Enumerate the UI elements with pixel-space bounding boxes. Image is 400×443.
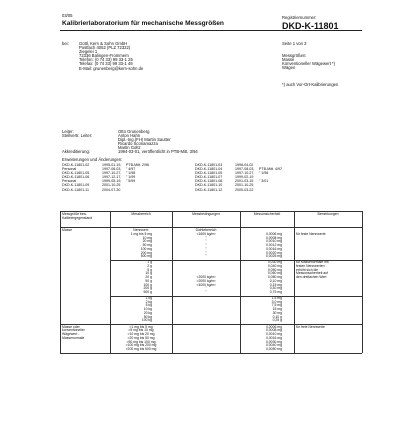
- range-cell: 2 g: [147, 263, 152, 268]
- measurand-cell: Wägewert -: [62, 332, 80, 336]
- change-id: DKD-K-11801-04: [195, 167, 223, 172]
- range-cell: 200 g: [143, 286, 152, 291]
- measurand-cell: Masse: [62, 228, 72, 232]
- remarks-cell: den dreifachen Wert: [296, 275, 327, 279]
- range-cell: >1 mg bis 5 mg: [129, 324, 153, 329]
- measurands-label: Messgrößen:: [282, 53, 307, 58]
- change-date: 2001-10-25: [235, 183, 254, 188]
- staff-label: Akkreditierung:: [62, 149, 90, 155]
- page-number: Seite 1 von 3: [282, 41, 307, 46]
- staff-value: 1994-03-01, veröffentlicht in PTB-Mitt. 3/94: [118, 149, 198, 155]
- uncertainty-cell: 0,10 mg: [269, 278, 282, 283]
- range-cell: 1 g: [147, 260, 152, 264]
- change-id: Personal: [62, 167, 77, 172]
- conditions-cell: <2000 kg/m³: [196, 275, 216, 279]
- table-column-rule: [294, 211, 295, 353]
- change-id: DKD-K-11801-06: [62, 175, 90, 180]
- conditions-cell: ": [205, 290, 207, 294]
- remarks-cell: für feste Nennwerte: [296, 231, 326, 236]
- change-date: 1996-04-02: [235, 163, 254, 167]
- uncertainty-cell: 0,080 mg: [267, 275, 282, 279]
- lab-title: Kalibrierlaboratorium für mechanische Messgrößen: [62, 20, 224, 27]
- changes-right-ids: [195, 163, 222, 192]
- changes-title: Erweiterungen und Änderungen:: [62, 157, 123, 162]
- uncertainty-cell: 0,060 mg: [267, 271, 282, 276]
- range-cell: 10 g: [145, 271, 152, 276]
- uncertainty-cell: 0,050 mg: [267, 267, 282, 272]
- range-cell: 2 kg: [145, 299, 152, 304]
- uncertainty-cell: 30 mg: [272, 310, 282, 315]
- change-id: DKD-K-11801-08: [195, 179, 223, 184]
- change-date: 1997-12-17,: [102, 175, 122, 180]
- range-cell: >10 mg bis 20 mg: [127, 332, 155, 336]
- conditions-cell: ": [205, 250, 207, 255]
- address-line: Telefax: (0 74 33) 99 33-1 49: [79, 61, 133, 67]
- range-cell: 20 g: [145, 275, 152, 279]
- change-date: 1997-10-27,: [102, 171, 122, 176]
- uncertainty-cell: 0,0010 mg: [265, 239, 282, 244]
- change-id: DKD-K-11801-03: [195, 163, 223, 167]
- changes-left-dates: [102, 163, 121, 192]
- range-cell: >5 mg bis 10 mg: [128, 328, 154, 333]
- conditions-cell: ": [205, 254, 207, 259]
- staff-label: Leiter:: [62, 129, 74, 134]
- range-cell: 200 mg: [140, 250, 152, 255]
- header-rule: [60, 30, 362, 31]
- range-cell: 5 kg: [145, 303, 152, 308]
- changes-right-refs: [259, 163, 282, 192]
- change-ref: " 1/99: [126, 175, 136, 180]
- table-column-rule: [240, 211, 241, 353]
- change-date: 2001-03-15: [235, 179, 254, 184]
- table-header-rule: [60, 227, 362, 228]
- address-line: Gottl. Kern & Sohn GmbH: [79, 41, 128, 46]
- conditions-cell: ": [205, 235, 207, 240]
- uncertainty-cell: 0,10 g: [272, 314, 282, 319]
- change-date: 1997-06-03,: [102, 167, 122, 172]
- uncertainty-cell: 0,0008 mg: [265, 328, 282, 333]
- uncertainty-cell: 3,0 mg: [271, 299, 282, 304]
- conditions-cell: ": [205, 239, 207, 244]
- conditions-cell: <4000 kg/m³: [196, 282, 216, 287]
- table-top-rule: [60, 211, 362, 212]
- range-cell: 20 mg: [142, 239, 152, 244]
- table-group-rule: [60, 324, 362, 325]
- address-line: Telefon: (0 74 33) 99 33-1 25: [79, 57, 133, 63]
- table-block-rule: [110, 296, 362, 297]
- conditions-head: Dichtebereich: [195, 228, 217, 232]
- change-ref: " 1/98: [126, 171, 136, 176]
- range-cell: >50 mg bis 100 mg: [126, 339, 156, 344]
- measurand-item: Konventioneller Wägewert *): [282, 61, 336, 67]
- change-date: 1999-05-19,: [102, 179, 122, 184]
- range-cell: >20 mg bis 50 mg: [127, 335, 155, 340]
- uncertainty-cell: 0,0008 mg: [265, 235, 282, 240]
- uncertainty-cell: 0,25 g: [272, 318, 282, 323]
- uncertainty-cell: 1,5 mg: [271, 295, 282, 300]
- registration-label: Registriernummer:: [282, 15, 317, 20]
- change-ref: PTB-Mitt. 2/96: [126, 163, 149, 167]
- change-id: DKD-K-11801-09: [62, 183, 90, 188]
- table-column-rule: [172, 211, 173, 353]
- change-id: DKD-K-11801-02: [62, 163, 90, 167]
- staff-value: Dipl.-Ing.(FH) Martin Sautter: [118, 137, 171, 143]
- range-cell: 1 mg bis 5 mg: [130, 231, 152, 236]
- address-prefix: bei:: [62, 41, 69, 46]
- range-cell: 20 kg: [143, 310, 152, 315]
- range-cell: 100 g: [143, 282, 152, 287]
- address-line: 72336 Balingen-Frommern: [79, 53, 129, 59]
- conditions-cell: ": [205, 246, 207, 251]
- uncertainty-cell: 0,15 mg: [269, 282, 282, 287]
- table-bottom-rule: [60, 353, 362, 354]
- conditions-cell: <1600 kg/m³: [196, 231, 216, 236]
- header-measurand: Messgröße bzw. Kalibriergegenstand: [62, 212, 93, 220]
- uncertainty-cell: 15 mg: [272, 307, 282, 311]
- range-cell: 100 kg: [141, 318, 152, 323]
- range-cell: 50 g: [145, 278, 152, 283]
- header-remarks: Bemerkungen: [317, 212, 339, 216]
- change-ref: " 3/01: [259, 179, 269, 184]
- uncertainty-cell: 0,0016 mg: [265, 335, 282, 340]
- measurand-cell: konventioneller: [62, 328, 85, 333]
- change-date: 1997-10-27,: [235, 171, 255, 176]
- measurand-cell: Masse oder: [62, 324, 80, 329]
- change-date: 2005-03-22: [235, 187, 254, 192]
- remarks-cell: für Massenormale mit: [296, 260, 329, 264]
- remarks-cell: Messunsicherheit auf: [296, 271, 329, 276]
- address-line: Ziegelei 1: [79, 49, 98, 55]
- measurand-item: Masse: [282, 57, 295, 63]
- changes-right-dates: [235, 163, 254, 192]
- change-date: 2001-10-25: [102, 183, 121, 188]
- change-id: DKD-K-11801-10: [195, 183, 223, 188]
- staff-values: [118, 129, 198, 154]
- uncertainty-cell: 0,75 mg: [269, 290, 282, 294]
- table-column-rule: [60, 211, 61, 353]
- remarks-cell: erhöht sich die: [296, 267, 319, 272]
- uncertainty-cell: 0,0050 mg: [265, 347, 282, 351]
- staff-value: Anton Hahn: [118, 133, 141, 139]
- change-ref: " 1/98: [259, 171, 269, 176]
- change-id: DKD-K-11801-05: [195, 171, 223, 176]
- change-ref: [126, 188, 149, 192]
- header-uncertainty: Messunsicherheit: [253, 212, 281, 216]
- change-ref: " 5/99: [126, 179, 136, 184]
- change-id: DKD-K-11801-11: [62, 187, 90, 192]
- range-cell: 50 mg: [142, 243, 152, 247]
- header-range: Messbereich: [131, 212, 151, 216]
- remarks-cell: für freie Nennwerte: [296, 324, 325, 329]
- uncertainty-cell: 0,0040 mg: [265, 343, 282, 348]
- range-cell: 5 g: [147, 267, 152, 272]
- uncertainty-cell: 0,0006 mg: [265, 231, 282, 236]
- uncertainty-cell: 0,0012 mg: [265, 243, 282, 247]
- issue-date: 03/05: [62, 13, 73, 18]
- range-cell: >100 mg bis 200 mg: [125, 343, 157, 348]
- change-id: DKD-K-11801-07: [195, 175, 223, 180]
- registration-number: DKD-K-11801: [282, 21, 339, 31]
- change-id: DKD-K-11801-12: [195, 187, 223, 192]
- conditions-cell: >2000 kg/m³: [196, 278, 216, 283]
- table-column-rule: [362, 211, 363, 353]
- change-ref: [259, 188, 282, 192]
- uncertainty-cell: 0,30 mg: [269, 286, 282, 291]
- change-id: DKD-K-11801-05: [62, 171, 90, 176]
- changes-left-refs: [126, 163, 149, 192]
- uncertainty-cell: 0,0030 mg: [265, 339, 282, 344]
- uncertainty-cell: 0,030 mg: [267, 260, 282, 264]
- staff-label: Stellvertr. Leiter:: [62, 133, 93, 139]
- range-cell: 500 mg: [140, 254, 152, 259]
- changes-left-ids: [62, 163, 89, 192]
- change-date: 1995-01-19,: [102, 163, 122, 167]
- table-column-rule: [110, 211, 111, 353]
- table-block-rule: [110, 260, 362, 261]
- range-cell: 100 mg: [140, 246, 152, 251]
- uncertainty-cell: 0,0006 mg: [265, 324, 282, 329]
- change-id: Personal: [62, 179, 77, 184]
- measurand-cell: Massenormale: [62, 335, 85, 340]
- range-cell: >200 mg bis 500 mg: [125, 347, 157, 351]
- onsite-footnote: *) auch Vor-Ort-Kalibrierungen: [282, 82, 339, 87]
- header-conditions: Messbedingungen: [192, 212, 220, 216]
- address-block: [79, 41, 143, 70]
- range-cell: 10 mg: [142, 235, 152, 240]
- measurand-item: Wägen: [282, 65, 296, 71]
- range-cell: 50 kg: [143, 314, 152, 319]
- conditions-cell: ": [205, 243, 207, 247]
- conditions-cell: ": [205, 286, 207, 291]
- range-cell: 10 kg: [143, 307, 152, 311]
- change-date: 1997-08-03,: [235, 167, 255, 172]
- range-cell: 1 kg: [145, 295, 152, 300]
- uncertainty-cell: 0,0020 mg: [265, 250, 282, 255]
- uncertainty-cell: 0,040 mg: [267, 263, 282, 268]
- uncertainty-cell: 7,5 mg: [271, 303, 282, 308]
- staff-value: Martin Goltz: [118, 145, 141, 151]
- uncertainty-cell: 0,0025 mg: [265, 254, 282, 259]
- measurands-block: [282, 53, 335, 69]
- change-ref: " 4/97: [126, 167, 136, 172]
- change-ref: PTB-Mitt. 4/97: [259, 167, 282, 172]
- range-cell: 500 g: [143, 290, 152, 294]
- address-line: E-Mail: grunenberg@kern-sohn.de: [79, 65, 144, 71]
- remarks-cell: festen Nennwerten: [296, 263, 325, 268]
- staff-value: Otto Grunenberg: [118, 129, 150, 134]
- uncertainty-cell: 0,0010 mg: [265, 332, 282, 336]
- change-date: 1999-02-19: [235, 175, 254, 180]
- staff-value: Ricardo Sconamazza: [118, 141, 158, 147]
- range-head: Nennwert:: [133, 228, 149, 232]
- change-date: 2004-07-30: [102, 187, 121, 192]
- staff-labels: [62, 129, 92, 154]
- address-line: Postfach 4052 (PLZ 72322): [79, 45, 131, 51]
- uncertainty-cell: 0,0016 mg: [265, 246, 282, 251]
